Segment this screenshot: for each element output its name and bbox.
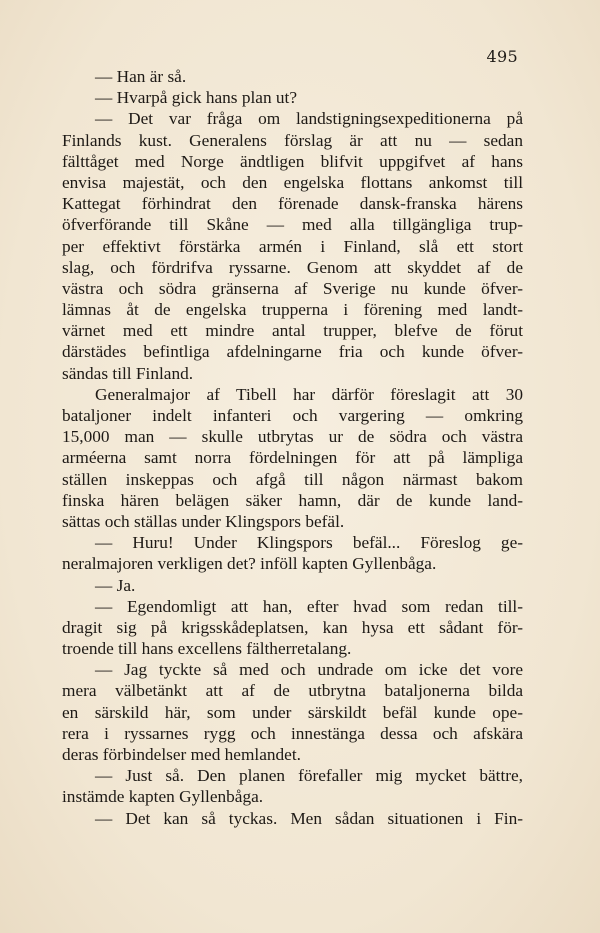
text-line: — Jag tyckte så med och undrade om icke det vore: [95, 660, 523, 680]
text-line: Finlands kust. Generalens förslag är att nu — sedan: [62, 130, 523, 150]
text-line: västra och södra gränserna af Sverige nu kunde öfver-: [62, 278, 523, 298]
text-line: 15,000 man — skulle utbrytas ur de södra och västra: [62, 427, 523, 447]
body-text: [62, 66, 523, 829]
text-line: öfverförande till Skåne — med alla tillgängliga trup-: [62, 215, 523, 235]
text-line: ställen inskeppas och afgå till någon närmast bakom: [62, 469, 523, 489]
text-line: — Just så. Den planen förefaller mig mycket bättre,: [95, 766, 523, 786]
text-line: troende till hans excellens fältherretalang.: [62, 639, 352, 659]
text-line: — Hvarpå gick hans plan ut?: [95, 88, 298, 108]
text-line: därstädes befintliga afdelningarne fria och kunde öfver-: [62, 342, 523, 362]
text-line: — Huru! Under Klingspors befäl... Föreslog ge-: [95, 533, 523, 553]
text-line: lämnas åt de engelska trupperna i förening med landt-: [62, 300, 523, 320]
text-line: per effektivt förstärka armén i Finland, slå ett stort: [62, 236, 523, 256]
text-line: envisa majestät, och den engelska flottans ankomst till: [62, 172, 523, 192]
text-line: bataljoner indelt infanteri och vargering — omkring: [62, 406, 523, 425]
text-line: en särskild här, som under särskildt befäl kunde ope-: [62, 702, 523, 722]
text-line: — Han är så.: [95, 67, 187, 86]
text-line: instämde kapten Gyllenbåga.: [62, 787, 264, 807]
text-line: sättas och ställas under Klingspors befäl.: [62, 511, 345, 531]
text-line: dragit sig på krigsskådeplatsen, kan hysa ett sådant för-: [62, 617, 523, 637]
text-line: rera i ryssarnes rygg och innestänga dessa och afskära: [62, 723, 523, 743]
text-line: värnet med ett mindre antal trupper, blefve de förut: [62, 321, 523, 341]
text-line: slag, och fördrifva ryssarne. Genom att skyddet af de: [62, 257, 523, 277]
text-line: fälttåget med Norge ändtligen blifvit uppgifvet af hans: [62, 151, 523, 171]
text-line: arméerna samt norra fördelningen för att på lämpliga: [62, 448, 523, 468]
text-line: — Det kan så tyckas. Men sådan situationen i Fin-: [95, 808, 523, 828]
text-line: neralmajoren verkligen det? inföll kapten Gyllenbåga.: [62, 554, 437, 574]
text-line: deras förbindelser med hemlandet.: [62, 745, 301, 764]
page-number: 495: [486, 47, 518, 66]
text-line: mera välbetänkt att af de utbrytna bataljonerna bilda: [62, 681, 523, 701]
text-line: Kattegat förhindrat den förenade dansk-franska härens: [62, 194, 523, 214]
text-line: Generalmajor af Tibell har därför föreslagit att 30: [95, 384, 523, 404]
text-line: finska hären belägen säker hamn, där de kunde land-: [62, 490, 523, 510]
text-line: — Ja.: [95, 575, 136, 595]
text-line: — Det var fråga om landstigningsexpeditionerna på: [95, 109, 523, 129]
text-line: sändas till Finland.: [62, 363, 194, 383]
text-line: — Egendomligt att han, efter hvad som redan till-: [95, 596, 523, 616]
